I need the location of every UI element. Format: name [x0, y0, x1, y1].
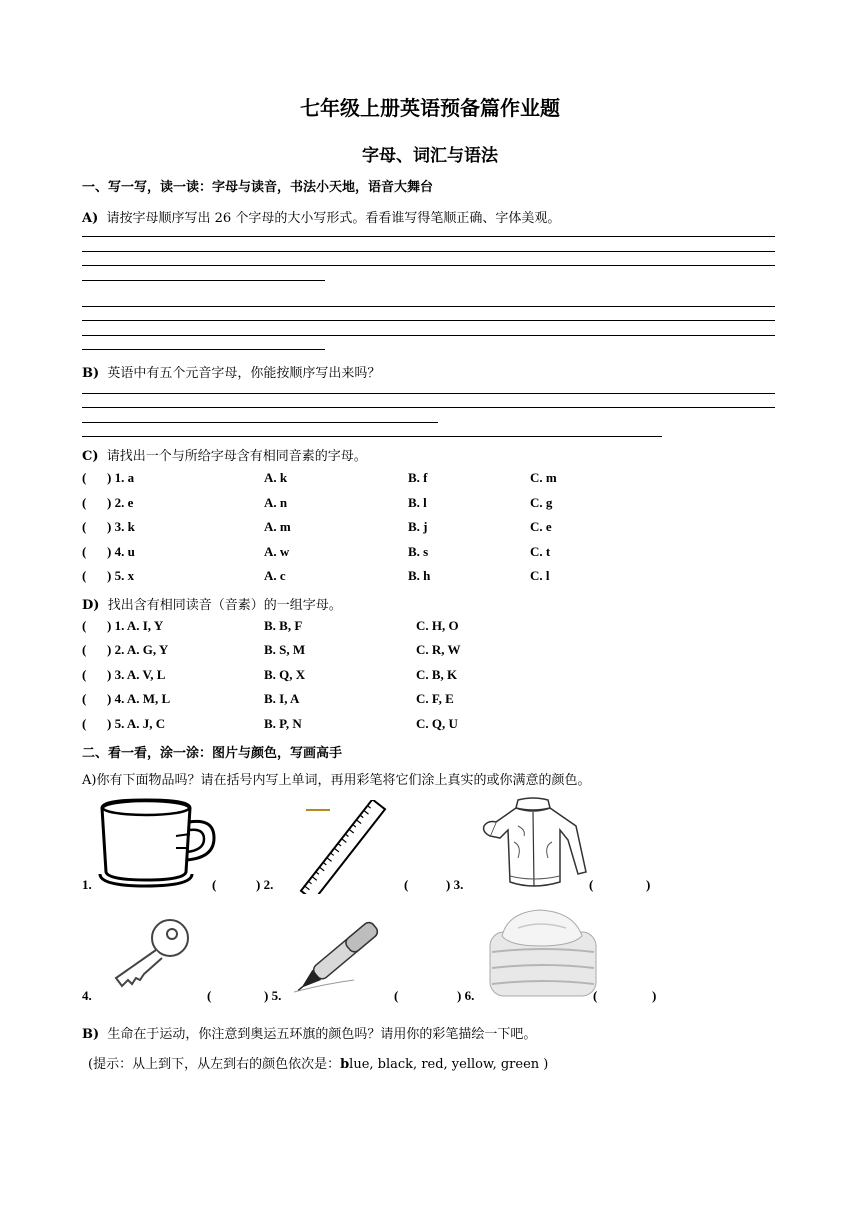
label-5: ) 5. — [264, 988, 282, 1003]
answer-paren-close: ) — [646, 877, 651, 892]
question-text: ) 2. e — [107, 495, 134, 510]
option-c: C. t — [530, 544, 551, 559]
question-row — [82, 618, 782, 636]
instruction-d — [82, 594, 342, 613]
instruction-b-prefix: B) — [82, 366, 100, 381]
instruction-a — [82, 207, 560, 226]
answer-paren[interactable]: ( — [82, 691, 87, 706]
question-row — [82, 667, 782, 685]
page-title: 七年级上册英语预备篇作业题 — [300, 96, 560, 120]
answer-paren[interactable]: ( — [82, 618, 87, 633]
instruction-a-prefix: A) — [82, 211, 99, 226]
label-2: ) 2. — [256, 877, 274, 892]
option-b: B. l — [408, 495, 427, 510]
option-a: A. w — [264, 544, 290, 559]
option-b: B. I, A — [264, 691, 300, 706]
section-one-heading: 一、写一写，读一读：字母与读音，书法小天地，语音大舞台 — [82, 180, 434, 195]
writing-line[interactable] — [82, 320, 775, 321]
question-text: ) 5. A. J, C — [107, 716, 166, 731]
question-row — [82, 470, 782, 488]
hint-bold: b — [340, 1057, 350, 1072]
option-c: C. Q, U — [416, 716, 458, 731]
question-row — [82, 716, 782, 734]
writing-line[interactable] — [82, 407, 775, 408]
option-b: B. B, F — [264, 618, 303, 633]
instruction-d-prefix: D) — [82, 598, 100, 613]
hint-prefix: (提示：从上到下，从左到右的颜色依次是： — [88, 1057, 341, 1072]
option-b: B. j — [408, 519, 428, 534]
jacket-icon — [478, 796, 588, 892]
writing-line[interactable] — [82, 393, 775, 394]
question-row — [82, 544, 782, 562]
writing-line[interactable] — [82, 335, 775, 336]
option-b: B. h — [408, 568, 431, 583]
label-3: ) 3. — [446, 877, 464, 892]
writing-line[interactable] — [82, 251, 775, 252]
option-b: B. S, M — [264, 642, 306, 657]
option-b: B. Q, X — [264, 667, 306, 682]
label-1: 1. — [82, 877, 92, 892]
question-row — [82, 568, 782, 586]
instruction-2b-text: 生命在于运动，你注意到奥运五环旗的颜色吗？请用你的彩笔描绘一下吧。 — [107, 1027, 537, 1042]
answer-paren[interactable]: ( — [82, 667, 87, 682]
option-c: C. g — [530, 495, 553, 510]
answer-paren-close: ) — [652, 988, 657, 1003]
option-a: A. n — [264, 495, 288, 510]
option-b: B. s — [408, 544, 429, 559]
label-6: ) 6. — [457, 988, 475, 1003]
answer-paren[interactable]: ( — [589, 877, 594, 892]
option-a: A. c — [264, 568, 286, 583]
question-row — [82, 519, 782, 537]
answer-paren[interactable]: ( — [207, 988, 212, 1003]
instruction-c-text: 请找出一个与所给字母含有相同音素的字母。 — [106, 449, 367, 464]
page-subtitle: 字母、词汇与语法 — [362, 146, 498, 166]
cup-icon — [96, 796, 220, 888]
question-text: ) 2. A. G, Y — [107, 642, 169, 657]
question-text: ) 3. k — [107, 519, 135, 534]
instruction-b — [82, 362, 380, 381]
instruction-2b — [82, 1023, 536, 1042]
option-a: A. m — [264, 519, 291, 534]
quilt-icon — [488, 906, 598, 998]
option-a: A. k — [264, 470, 288, 485]
instruction-2b-prefix: B) — [82, 1027, 100, 1042]
writing-line[interactable] — [82, 236, 775, 237]
answer-paren[interactable]: ( — [82, 495, 87, 510]
writing-line[interactable] — [82, 436, 662, 437]
option-c: C. e — [530, 519, 552, 534]
writing-line[interactable] — [82, 306, 775, 307]
pen-icon — [294, 910, 390, 996]
question-row — [82, 691, 782, 709]
answer-paren[interactable]: ( — [212, 877, 217, 892]
section-two-heading: 二、看一看，涂一涂：图片与颜色，写画高手 — [82, 746, 343, 761]
instruction-c-prefix: C) — [82, 449, 99, 464]
key-icon — [106, 916, 194, 990]
instruction-c — [82, 445, 367, 464]
label-4: 4. — [82, 988, 92, 1003]
option-c: C. B, K — [416, 667, 458, 682]
option-c: C. R, W — [416, 642, 461, 657]
question-text: ) 4. A. M, L — [107, 691, 171, 706]
writing-line[interactable] — [82, 280, 325, 281]
instruction-d-text: 找出含有相同读音（音素）的一组字母。 — [107, 598, 342, 613]
option-c: C. l — [530, 568, 550, 583]
question-row — [82, 495, 782, 513]
instruction-a-text: 请按字母顺序写出 26 个字母的大小写形式。看看谁写得笔顺正确、字体美观。 — [106, 211, 561, 226]
answer-paren[interactable]: ( — [82, 568, 87, 583]
instruction-b-text: 英语中有五个元音字母，你能按顺序写出来吗？ — [107, 366, 381, 381]
option-c: C. H, O — [416, 618, 459, 633]
writing-line[interactable] — [82, 265, 775, 266]
writing-line[interactable] — [82, 422, 438, 423]
hint-text — [88, 1053, 548, 1072]
question-text: ) 3. A. V, L — [107, 667, 166, 682]
option-b: B. P, N — [264, 716, 302, 731]
answer-paren[interactable]: ( — [82, 470, 87, 485]
answer-paren[interactable]: ( — [82, 519, 87, 534]
ruler-icon — [288, 800, 398, 894]
hint-rest: lue, black, red, yellow, green ) — [349, 1057, 549, 1072]
question-text: ) 5. x — [107, 568, 135, 583]
option-b: B. f — [408, 470, 428, 485]
answer-paren[interactable]: ( — [404, 877, 409, 892]
answer-paren[interactable]: ( — [82, 716, 87, 731]
answer-paren[interactable]: ( — [593, 988, 598, 1003]
option-c: C. m — [530, 470, 557, 485]
answer-paren[interactable]: ( — [82, 544, 87, 559]
question-row — [82, 642, 782, 660]
answer-paren[interactable]: ( — [82, 642, 87, 657]
option-c: C. F, E — [416, 691, 454, 706]
question-text: ) 1. a — [107, 470, 135, 485]
question-text: ) 1. A. I, Y — [107, 618, 164, 633]
instruction-2a: A)你有下面物品吗？请在括号内写上单词，再用彩笔将它们涂上真实的或你满意的颜色。 — [82, 773, 591, 788]
writing-line[interactable] — [82, 349, 325, 350]
answer-paren[interactable]: ( — [394, 988, 399, 1003]
question-text: ) 4. u — [107, 544, 135, 559]
